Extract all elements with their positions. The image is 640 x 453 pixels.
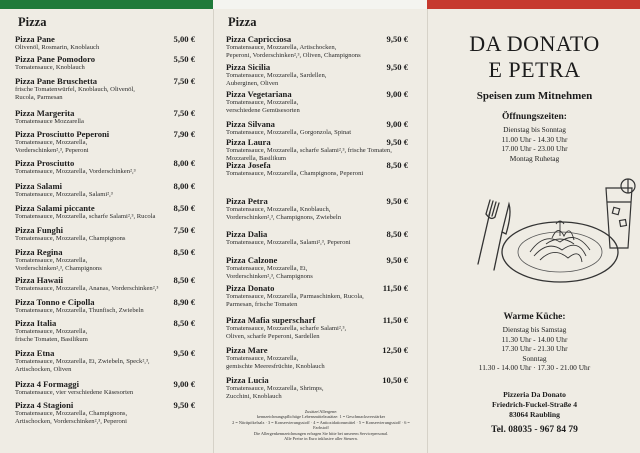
allergen-note-line: 2 = Nitritpökelsalz · 3 = Konservierungsstoff · 4 = Antioxidationsmittel · 5 = Konservierungsstoff · 6 = Farbstoff <box>232 419 410 431</box>
menu-item-name: Pizza Prosciutto <box>15 158 75 168</box>
menu-item-description: Tomatensauce, Knoblauch <box>15 64 85 71</box>
menu-item-description: Tomatensauce, Mozzarella, Shrimps, <box>226 385 324 392</box>
menu-item-price: 9,50 € <box>386 137 408 147</box>
menu-item-description: Tomatensauce, Mozzarella, Champignons, <box>15 410 128 417</box>
menu-item <box>15 348 195 374</box>
menu-item-name: Pizza 4 Stagioni <box>15 400 74 410</box>
flag-red-stripe <box>427 0 640 9</box>
menu-item <box>15 158 195 176</box>
hours-line: 11.00 Uhr - 14.30 Uhr <box>501 134 568 144</box>
menu-item <box>15 225 195 243</box>
menu-item-price: 11,50 € <box>382 315 408 325</box>
menu-item-description: Vorderschinken²,³, Champignons <box>15 265 102 273</box>
menu-item <box>226 119 408 137</box>
menu-item <box>226 160 408 178</box>
telephone: Tel. 08035 - 967 84 79 <box>491 425 578 435</box>
hours-line: 17.00 Uhr - 23.00 Uhr <box>501 144 568 154</box>
menu-item-description: Tomatensauce, Mozzarella, Ananas, Vorderschinken²,³ <box>15 285 159 292</box>
menu-item <box>226 196 408 222</box>
kitchen-title: Warme Küche: <box>503 312 566 322</box>
kitchen-hours-line: Dienstag bis Samstag <box>502 325 567 334</box>
menu-item-price: 9,00 € <box>386 89 408 99</box>
info-column <box>427 9 640 453</box>
menu-item-price: 9,50 € <box>386 34 408 44</box>
menu-item-description: Artischocken, Vorderschinken²,³, Peperoni <box>15 418 127 426</box>
address-block <box>428 390 640 420</box>
menu-item-name: Pizza Tonno e Cipolla <box>15 297 95 307</box>
menu-item-price: 8,90 € <box>173 297 195 307</box>
menu-item-name: Pizza Pane <box>15 34 55 44</box>
menu-item-description: Parmesan, frische Tomaten <box>226 301 298 309</box>
menu-item-description: Oliven, scharfe Peperoni, Sardellen <box>226 333 320 341</box>
menu-item-description: Tomatensauce, Mozzarella, <box>15 328 88 335</box>
menu-item-name: Pizza Sicilia <box>226 62 271 72</box>
menu-item-name: Pizza Italia <box>15 318 57 328</box>
menu-item-name: Pizza Petra <box>226 196 268 206</box>
menu-item-name: Pizza Mare <box>226 345 268 355</box>
allergen-note-line: kennzeichnungspflichtige Lebensmittelzusätze: 1 = Geschmacksverstärker <box>256 414 386 420</box>
menu-item <box>15 400 195 426</box>
menu-item-name: Pizza Lucia <box>226 375 269 385</box>
menu-item-description: Tomatensauce, Mozzarella, Ei, <box>226 265 308 272</box>
menu-item-name: Pizza Dalia <box>226 229 268 239</box>
menu-item-description: Artischocken, Oliven <box>15 366 72 374</box>
menu-item-description: Rucola, Parmesan <box>15 94 63 102</box>
menu-item-name: Pizza Silvana <box>226 119 275 129</box>
subtitle: Speisen zum Mitnehmen <box>476 90 593 102</box>
menu-item-description: Tomatensauce, Mozzarella, Gorgonzola, Spinat <box>226 129 352 136</box>
menu-item <box>226 345 408 371</box>
menu-item-description: Vorderschinken²,³, Champignons <box>226 273 313 281</box>
menu-item-description: Tomatensauce, Mozzarella, scharfe Salami²,³, frische Tomaten, <box>226 147 392 154</box>
menu-item <box>15 247 195 273</box>
menu-item <box>226 283 408 309</box>
menu-item-description: Tomatensauce Mozzarella <box>15 118 84 125</box>
menu-item <box>15 34 195 52</box>
menu-item-description: Tomatensauce, Mozzarella, <box>226 99 299 106</box>
hours-title: Öffnungszeiten: <box>502 112 567 122</box>
kitchen-hours-line: 17.30 Uhr - 21.30 Uhr <box>501 344 568 354</box>
menu-item-name: Pizza Laura <box>226 137 271 147</box>
menu-item-price: 7,90 € <box>173 129 195 139</box>
menu-item-name: Pizza Mafia superscharf <box>226 315 316 325</box>
pasta-icon <box>530 221 590 262</box>
flag-green-stripe <box>0 0 213 9</box>
menu-item-description: Tomatensauce, Mozzarella, Artischocken, <box>226 44 337 51</box>
menu-item-price: 9,50 € <box>173 400 195 410</box>
menu-item-name: Pizza Capricciosa <box>226 34 292 44</box>
menu-item <box>15 297 195 315</box>
hours-line: Dienstag bis Sonntag <box>503 125 566 134</box>
menu-item-name: Pizza Margerita <box>15 108 75 118</box>
menu-item-description: Tomatensauce, Mozzarella, <box>15 139 88 146</box>
fork-icon <box>478 200 499 264</box>
menu-item-name: Pizza Funghi <box>15 225 63 235</box>
menu-item-name: Pizza Pane Pomodoro <box>15 54 96 64</box>
menu-item-price: 8,50 € <box>173 318 195 328</box>
menu-item-description: Tomatensauce, Mozzarella, scharfe Salami²,³, Rucola <box>15 213 156 220</box>
menu-item <box>15 275 195 293</box>
brand-line-2: E PETRA <box>488 57 581 82</box>
menu-item-price: 8,50 € <box>173 247 195 257</box>
menu-item-price: 8,50 € <box>173 203 195 213</box>
flag-white-stripe <box>213 0 427 9</box>
menu-item-name: Pizza Salami piccante <box>15 203 95 213</box>
menu-item-price: 8,50 € <box>386 229 408 239</box>
menu-item-description: verschiedene Gemüsesorten <box>226 107 300 115</box>
address-line: Friedrich-Fuckel-Straße 4 <box>492 400 577 409</box>
menu-item-description: Auberginen, Oliven <box>226 80 279 88</box>
menu-item-name: Pizza Hawaii <box>15 275 63 285</box>
address-line: 83064 Raubling <box>509 410 560 419</box>
menu-item-name: Pizza Regina <box>15 247 63 257</box>
menu-item-description: Tomatensauce, Mozzarella, Salami²,³, Peperoni <box>226 239 351 246</box>
menu-item-name: Pizza Calzone <box>226 255 278 265</box>
menu-item <box>15 54 195 72</box>
menu-item-price: 9,50 € <box>173 348 195 358</box>
hours-line: Montag Ruhetag <box>509 153 560 163</box>
menu-item-price: 11,50 € <box>382 283 408 293</box>
menu-item-price: 7,50 € <box>173 225 195 235</box>
menu-item-price: 5,00 € <box>173 34 195 44</box>
menu-item-price: 7,50 € <box>173 76 195 86</box>
menu-item-description: Tomatensauce, Mozzarella, scharfe Salami²,³, <box>226 325 347 332</box>
kitchen-hours-list <box>428 325 640 373</box>
allergen-note <box>224 409 418 441</box>
section-title: Pizza <box>228 15 257 29</box>
allergen-note-line: Die Allergenkennzeichnungen erfragen Sie bitte bei unserem Servicepersonal. <box>253 430 389 436</box>
menu-item-description: gemischte Meeresfrüchte, Knoblauch <box>226 363 325 371</box>
kitchen-hours-line: 11.30 - 14.00 Uhr · 17.30 - 21.00 Uhr <box>478 363 591 373</box>
menu-item-description: Peperoni, Vorderschinken²,³, Oliven, Champignons <box>226 52 361 60</box>
menu-item-description: Tomatensauce, Mozzarella, Ei, Zwiebeln, Speck²,³, <box>15 358 150 365</box>
menu-item-description: frische Tomatenwürfel, Knoblauch, Olivenöl, <box>15 86 135 93</box>
menu-item <box>15 203 195 221</box>
menu-item-description: Tomatensauce, Mozzarella, Salami²,³ <box>15 191 113 198</box>
menu-column-left <box>0 9 213 453</box>
menu-item-description: Tomatensauce, vier verschiedene Käsesorten <box>15 389 134 396</box>
menu-item <box>226 255 408 281</box>
menu-item <box>15 76 195 102</box>
menu-item-description: Tomatensauce, Mozzarella, Thunfisch, Zwiebeln <box>15 307 144 314</box>
menu-item-description: Tomatensauce, Mozzarella, Vorderschinken²,³ <box>15 168 136 175</box>
menu-item-price: 9,50 € <box>386 196 408 206</box>
menu-item-price: 9,00 € <box>173 379 195 389</box>
menu-item <box>226 229 408 247</box>
menu-item-description: Tomatensauce, Mozzarella, Parmaschinken, Rucola, <box>226 293 364 300</box>
menu-column-middle <box>213 9 428 453</box>
menu-item-name: Pizza Donato <box>226 283 275 293</box>
menu-item-name: Pizza Vegetariana <box>226 89 292 99</box>
menu-item-price: 12,50 € <box>382 345 408 355</box>
menu-item <box>15 318 195 344</box>
menu-item <box>15 379 195 397</box>
menu-item-price: 10,50 € <box>382 375 408 385</box>
menu-item-description: Mozzarella, Basilikum <box>226 155 287 163</box>
menu-item-description: Vorderschinken²,³, Champignons, Zwiebeln <box>226 214 341 222</box>
allergen-note-line: Zusätze/Allergene: <box>304 409 338 414</box>
menu-item-description: Tomatensauce, Mozzarella, <box>226 355 299 362</box>
kitchen-hours-line: Sonntag <box>522 353 547 363</box>
menu-item-price: 8,50 € <box>173 275 195 285</box>
menu-item-description: Vorderschinken²,³, Peperoni <box>15 147 89 155</box>
menu-item <box>226 34 408 60</box>
menu-item-price: 9,50 € <box>386 255 408 265</box>
menu-item <box>226 62 408 88</box>
menu-item-name: Pizza Pane Bruschetta <box>15 76 98 86</box>
menu-item <box>226 315 408 341</box>
menu-item-description: Tomatensauce, Mozzarella, Knoblauch, <box>226 206 331 213</box>
menu-item-description: Zucchini, Knoblauch <box>226 393 282 401</box>
menu-item-price: 8,00 € <box>173 158 195 168</box>
brand-line-1: DA DONATO <box>469 31 600 56</box>
menu-item <box>226 375 408 401</box>
pasta-plate-illustration <box>456 174 636 294</box>
kitchen-hours-line: 11.30 Uhr - 14.00 Uhr <box>501 334 568 344</box>
hours-list <box>428 125 640 163</box>
menu-item-name: Pizza Prosciutto Peperoni <box>15 129 110 139</box>
menu-item-description: Tomatensauce, Mozzarella, Champignons, Peperoni <box>226 170 364 177</box>
menu-item <box>15 108 195 126</box>
address-line: Pizzeria Da Donato <box>503 390 566 399</box>
menu-item <box>226 89 408 115</box>
menu-item-price: 9,50 € <box>386 62 408 72</box>
menu-item-price: 9,00 € <box>386 119 408 129</box>
menu-item-description: Olivenöl, Rosmarin, Knoblauch <box>15 44 100 51</box>
menu-item-price: 7,50 € <box>173 108 195 118</box>
menu-item-price: 8,00 € <box>173 181 195 191</box>
menu-item <box>15 181 195 199</box>
menu-item-name: Pizza Josefa <box>226 160 271 170</box>
menu-item-name: Pizza Etna <box>15 348 55 358</box>
menu-item-price: 5,50 € <box>173 54 195 64</box>
menu-item-description: frische Tomaten, Basilikum <box>15 336 88 344</box>
menu-item-name: Pizza Salami <box>15 181 63 191</box>
allergen-note-line: Alle Preise in Euro inklusive aller Steuern. <box>284 436 358 442</box>
menu-item <box>15 129 195 155</box>
menu-item-description: Tomatensauce, Mozzarella, <box>15 257 88 264</box>
menu-item-description: Tomatensauce, Mozzarella, Sardellen, <box>226 72 327 79</box>
section-title: Pizza <box>18 15 47 29</box>
menu-item-price: 8,50 € <box>386 160 408 170</box>
menu-item-description: Tomatensauce, Mozzarella, Champignons <box>15 235 126 242</box>
menu-item-name: Pizza 4 Formaggi <box>15 379 79 389</box>
